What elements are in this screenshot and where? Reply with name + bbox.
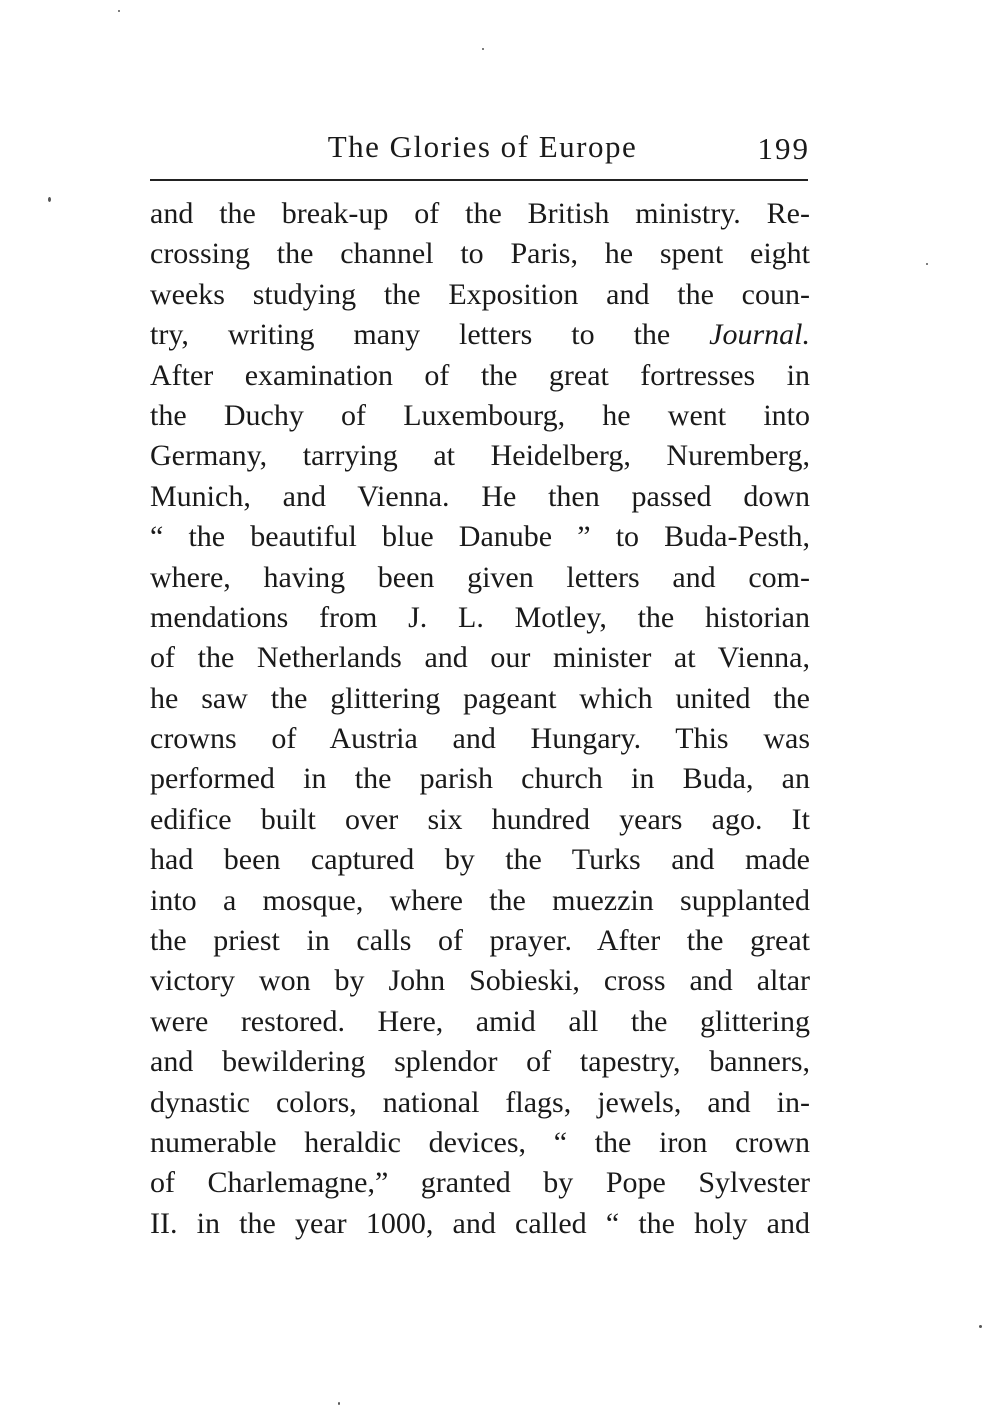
text-line: edifice built over six hundred years ago. It — [150, 802, 810, 836]
scan-speck — [48, 197, 51, 202]
text-line: the Duchy of Luxembourg, he went into — [150, 398, 810, 432]
text-line: of the Netherlands and our minister at Vienna, — [150, 641, 810, 675]
text-line: crossing the channel to Paris, he spent eight — [150, 237, 810, 271]
text-line: crowns of Austria and Hungary. This was — [150, 722, 810, 756]
scan-speck — [979, 1325, 982, 1328]
text-line: “ the beautiful blue Danube ” to Buda-Pesth, — [150, 520, 810, 554]
text-line: he saw the glittering pageant which united the — [150, 681, 810, 715]
text-line: dynastic colors, national flags, jewels, and in- — [150, 1085, 810, 1119]
scan-speck — [926, 263, 928, 265]
header-rule — [150, 179, 808, 181]
text-line: try, writing many letters to the — [150, 318, 671, 352]
text-line: had been captured by the Turks and made — [150, 843, 810, 877]
text-line: After examination of the great fortresses in — [150, 358, 810, 392]
text-line-with-italic — [150, 315, 810, 355]
text-line: and the break-up of the British ministry. Re- — [150, 197, 810, 230]
text-line: mendations from J. L. Motley, the historian — [150, 600, 810, 634]
scan-speck — [482, 48, 484, 50]
text-line: of Charlemagne,” granted by Pope Sylvester — [150, 1166, 810, 1200]
running-title: The Glories of Europe — [327, 129, 638, 164]
text-line: into a mosque, where the muezzin supplanted — [150, 883, 810, 917]
text-line: where, having been given letters and com- — [150, 560, 810, 594]
scan-speck — [118, 10, 120, 12]
text-line: II. in the year 1000, and called “ the holy and — [150, 1206, 810, 1240]
text-line: numerable heraldic devices, “ the iron crown — [150, 1125, 810, 1159]
text-line: the priest in calls of prayer. After the great — [150, 924, 810, 958]
text-line: weeks studying the Exposition and the coun- — [150, 277, 810, 311]
running-head — [150, 124, 810, 170]
text-line: were restored. Here, amid all the glittering — [150, 1004, 810, 1038]
scan-speck — [338, 1402, 340, 1405]
body-text — [150, 194, 810, 1244]
page-number: 199 — [757, 131, 810, 166]
text-line: Germany, tarrying at Heidelberg, Nuremberg, — [150, 439, 810, 473]
italic-journal: Journal. — [709, 318, 810, 352]
text-line: and bewildering splendor of tapestry, banners, — [150, 1045, 810, 1079]
text-line: Munich, and Vienna. He then passed down — [150, 479, 810, 513]
text-line: victory won by John Sobieski, cross and altar — [150, 964, 810, 998]
text-line: performed in the parish church in Buda, an — [150, 762, 810, 796]
